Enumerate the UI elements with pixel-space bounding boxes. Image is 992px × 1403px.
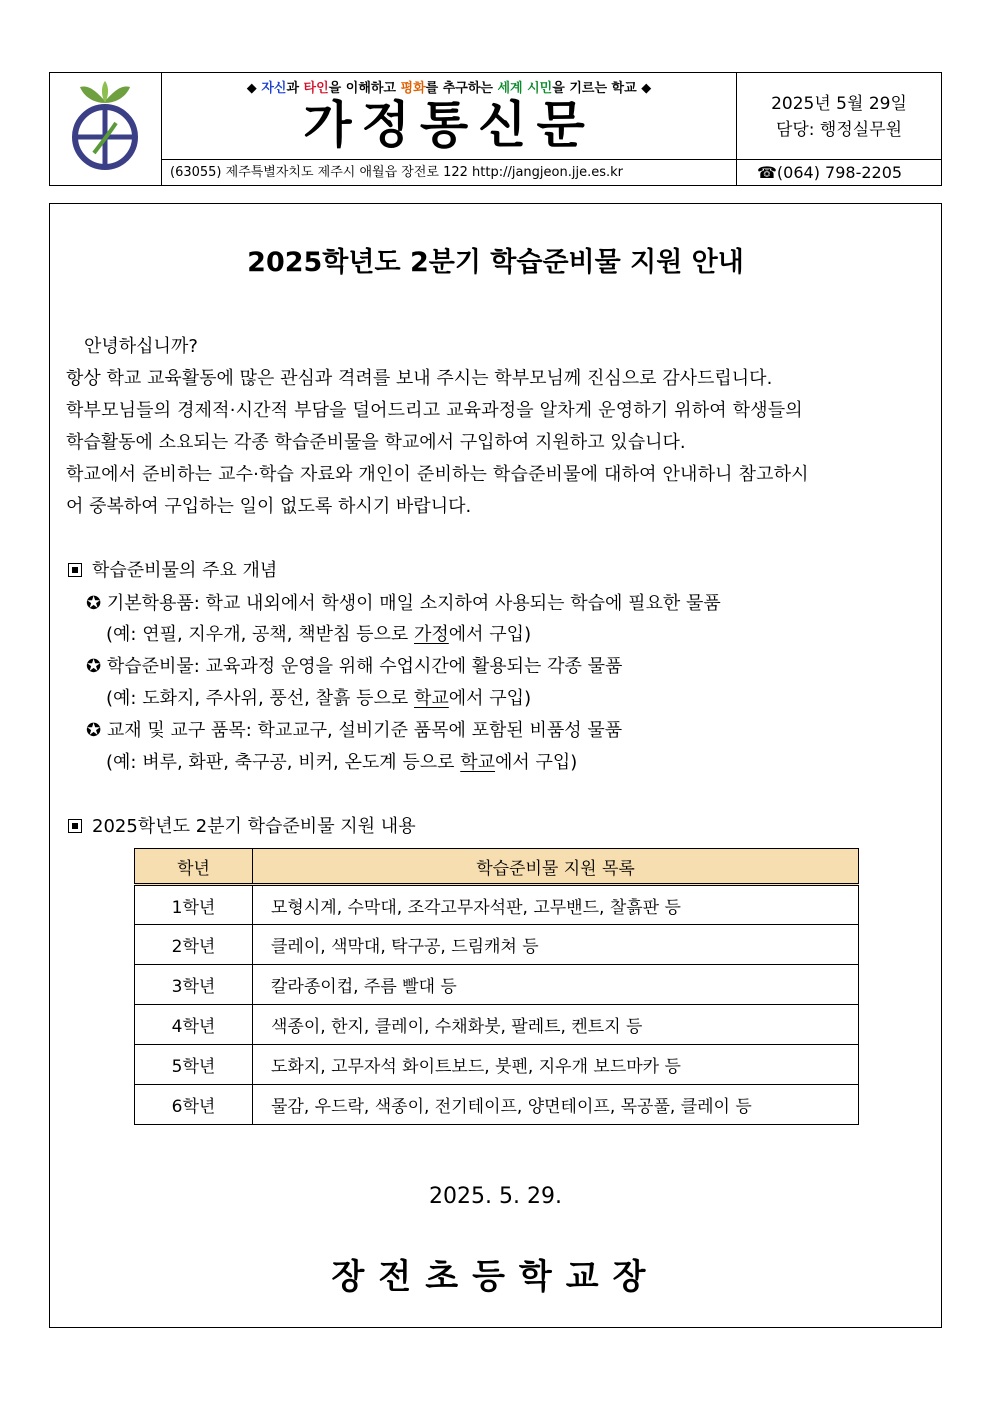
concept-example xyxy=(106,620,531,646)
motto-part: 를 추구하는 xyxy=(425,81,498,96)
school-phone: ☎(064) 798-2205 xyxy=(737,159,941,185)
motto-part: 타인 xyxy=(303,81,329,96)
section-heading-text: 2025학년도 2분기 학습준비물 지원 내용 xyxy=(92,816,416,837)
concept-text: 기본학용품: 학교 내외에서 학생이 매일 소지하여 사용되는 학습에 필요한 물품 xyxy=(106,593,721,614)
purchase-place: 학교 xyxy=(414,688,449,709)
grade-cell: 6학년 xyxy=(135,1085,253,1125)
items-cell: 물감, 우드락, 색종이, 전기테이프, 양면테이프, 목공풀, 클레이 등 xyxy=(253,1085,859,1125)
supply-table xyxy=(134,848,859,1125)
principal-signature: 장전초등학교장 xyxy=(331,1257,660,1297)
section-heading xyxy=(68,556,277,582)
table-row xyxy=(135,1045,859,1085)
items-cell: 도화지, 고무자석 화이트보드, 붓펜, 지우개 보드마카 등 xyxy=(253,1045,859,1085)
newsletter-title: 가정통신문 xyxy=(303,96,595,154)
greeting: 안녕하십니까? xyxy=(84,336,198,357)
grade-cell: 1학년 xyxy=(135,885,253,925)
motto-part: 을 이해하고 xyxy=(328,81,401,96)
table-row xyxy=(135,1005,859,1045)
motto-part: 평화 xyxy=(400,81,426,96)
notice-date: 2025. 5. 29. xyxy=(429,1184,562,1209)
section-heading xyxy=(68,812,416,838)
column-header: 학습준비물 지원 목록 xyxy=(253,849,859,885)
grade-cell: 5학년 xyxy=(135,1045,253,1085)
concept-example xyxy=(106,684,531,710)
table-row xyxy=(135,885,859,925)
body-line: 학부모님들의 경제적·시간적 부담을 덜어드리고 교육과정을 알차게 운영하기 위하여 학생들의 xyxy=(66,400,803,421)
table-row xyxy=(135,925,859,965)
items-cell: 칼라종이컵, 주름 빨대 등 xyxy=(253,965,859,1005)
diamond-icon: ◆ xyxy=(246,81,257,96)
concept-item xyxy=(86,589,721,615)
items-cell: 클레이, 색막대, 탁구공, 드림캐쳐 등 xyxy=(253,925,859,965)
motto-part: 을 기르는 학교 xyxy=(552,81,637,96)
body-line: 학교에서 준비하는 교수·학습 자료와 개인이 준비하는 학습준비물에 대하여 안내하니 참고하시 xyxy=(66,464,809,485)
grade-cell: 3학년 xyxy=(135,965,253,1005)
concept-text: 교재 및 교구 품목: 학교교구, 설비기준 품목에 포함된 비품성 물품 xyxy=(106,720,623,741)
grade-cell: 2학년 xyxy=(135,925,253,965)
school-logo xyxy=(50,73,162,185)
purchase-place: 학교 xyxy=(460,752,496,773)
example-text: (예: 도화지, 주사위, 풍선, 찰흙 등으로 xyxy=(106,688,415,709)
star-bullet-icon: ✪ xyxy=(86,720,102,741)
letterhead-title-area xyxy=(162,73,737,159)
items-cell: 모형시계, 수막대, 조각고무자석판, 고무밴드, 찰흙판 등 xyxy=(253,885,859,925)
items-cell: 색종이, 한지, 클레이, 수채화붓, 팔레트, 켄트지 등 xyxy=(253,1005,859,1045)
school-address: (63055) 제주특별자치도 제주시 애월읍 장전로 122 http://jangjeon.jje.es.kr xyxy=(162,159,737,185)
issue-date: 2025년 5월 29일 xyxy=(771,94,907,114)
purchase-place: 가정 xyxy=(414,624,449,645)
concept-text: 학습준비물: 교육과정 운영을 위해 수업시간에 활용되는 각종 물품 xyxy=(106,656,623,677)
example-text: 에서 구입) xyxy=(448,624,532,645)
concept-item xyxy=(86,716,622,742)
contact-person: 담당: 행정실무원 xyxy=(775,120,903,140)
column-header: 학년 xyxy=(135,849,253,885)
letterhead xyxy=(49,72,942,186)
diamond-icon: ◆ xyxy=(641,81,652,96)
body-line: 어 중복하여 구입하는 일이 없도록 하시기 바랍니다. xyxy=(66,496,472,517)
table-row xyxy=(135,1085,859,1125)
concept-example xyxy=(106,748,577,774)
section-heading-text: 학습준비물의 주요 개념 xyxy=(92,560,278,581)
square-bullet-icon xyxy=(68,819,82,833)
star-bullet-icon: ✪ xyxy=(86,656,102,677)
table-row xyxy=(135,965,859,1005)
grade-cell: 4학년 xyxy=(135,1005,253,1045)
star-bullet-icon: ✪ xyxy=(86,593,102,614)
notice-title: 2025학년도 2분기 학습준비물 지원 안내 xyxy=(247,247,744,278)
table-header-row xyxy=(135,849,859,885)
letterhead-info xyxy=(737,73,941,159)
example-text: 에서 구입) xyxy=(448,688,532,709)
example-text: (예: 벼루, 화판, 축구공, 비커, 온도계 등으로 xyxy=(106,752,461,773)
notice-body xyxy=(49,203,942,1328)
example-text: (예: 연필, 지우개, 공책, 책받침 등으로 xyxy=(106,624,415,645)
example-text: 에서 구입) xyxy=(495,752,578,773)
motto-part: 자신 xyxy=(261,81,287,96)
motto-part: 세계 시민 xyxy=(497,81,553,96)
concept-item xyxy=(86,652,622,678)
body-line: 학습활동에 소요되는 각종 학습준비물을 학교에서 구입하여 지원하고 있습니다. xyxy=(66,432,686,453)
school-emblem-icon xyxy=(50,73,160,183)
square-bullet-icon xyxy=(68,563,82,577)
school-motto xyxy=(162,77,736,96)
body-line: 항상 학교 교육활동에 많은 관심과 격려를 보내 주시는 학부모님께 진심으로 감사드립니다. xyxy=(66,368,773,389)
motto-part: 과 xyxy=(286,81,304,96)
